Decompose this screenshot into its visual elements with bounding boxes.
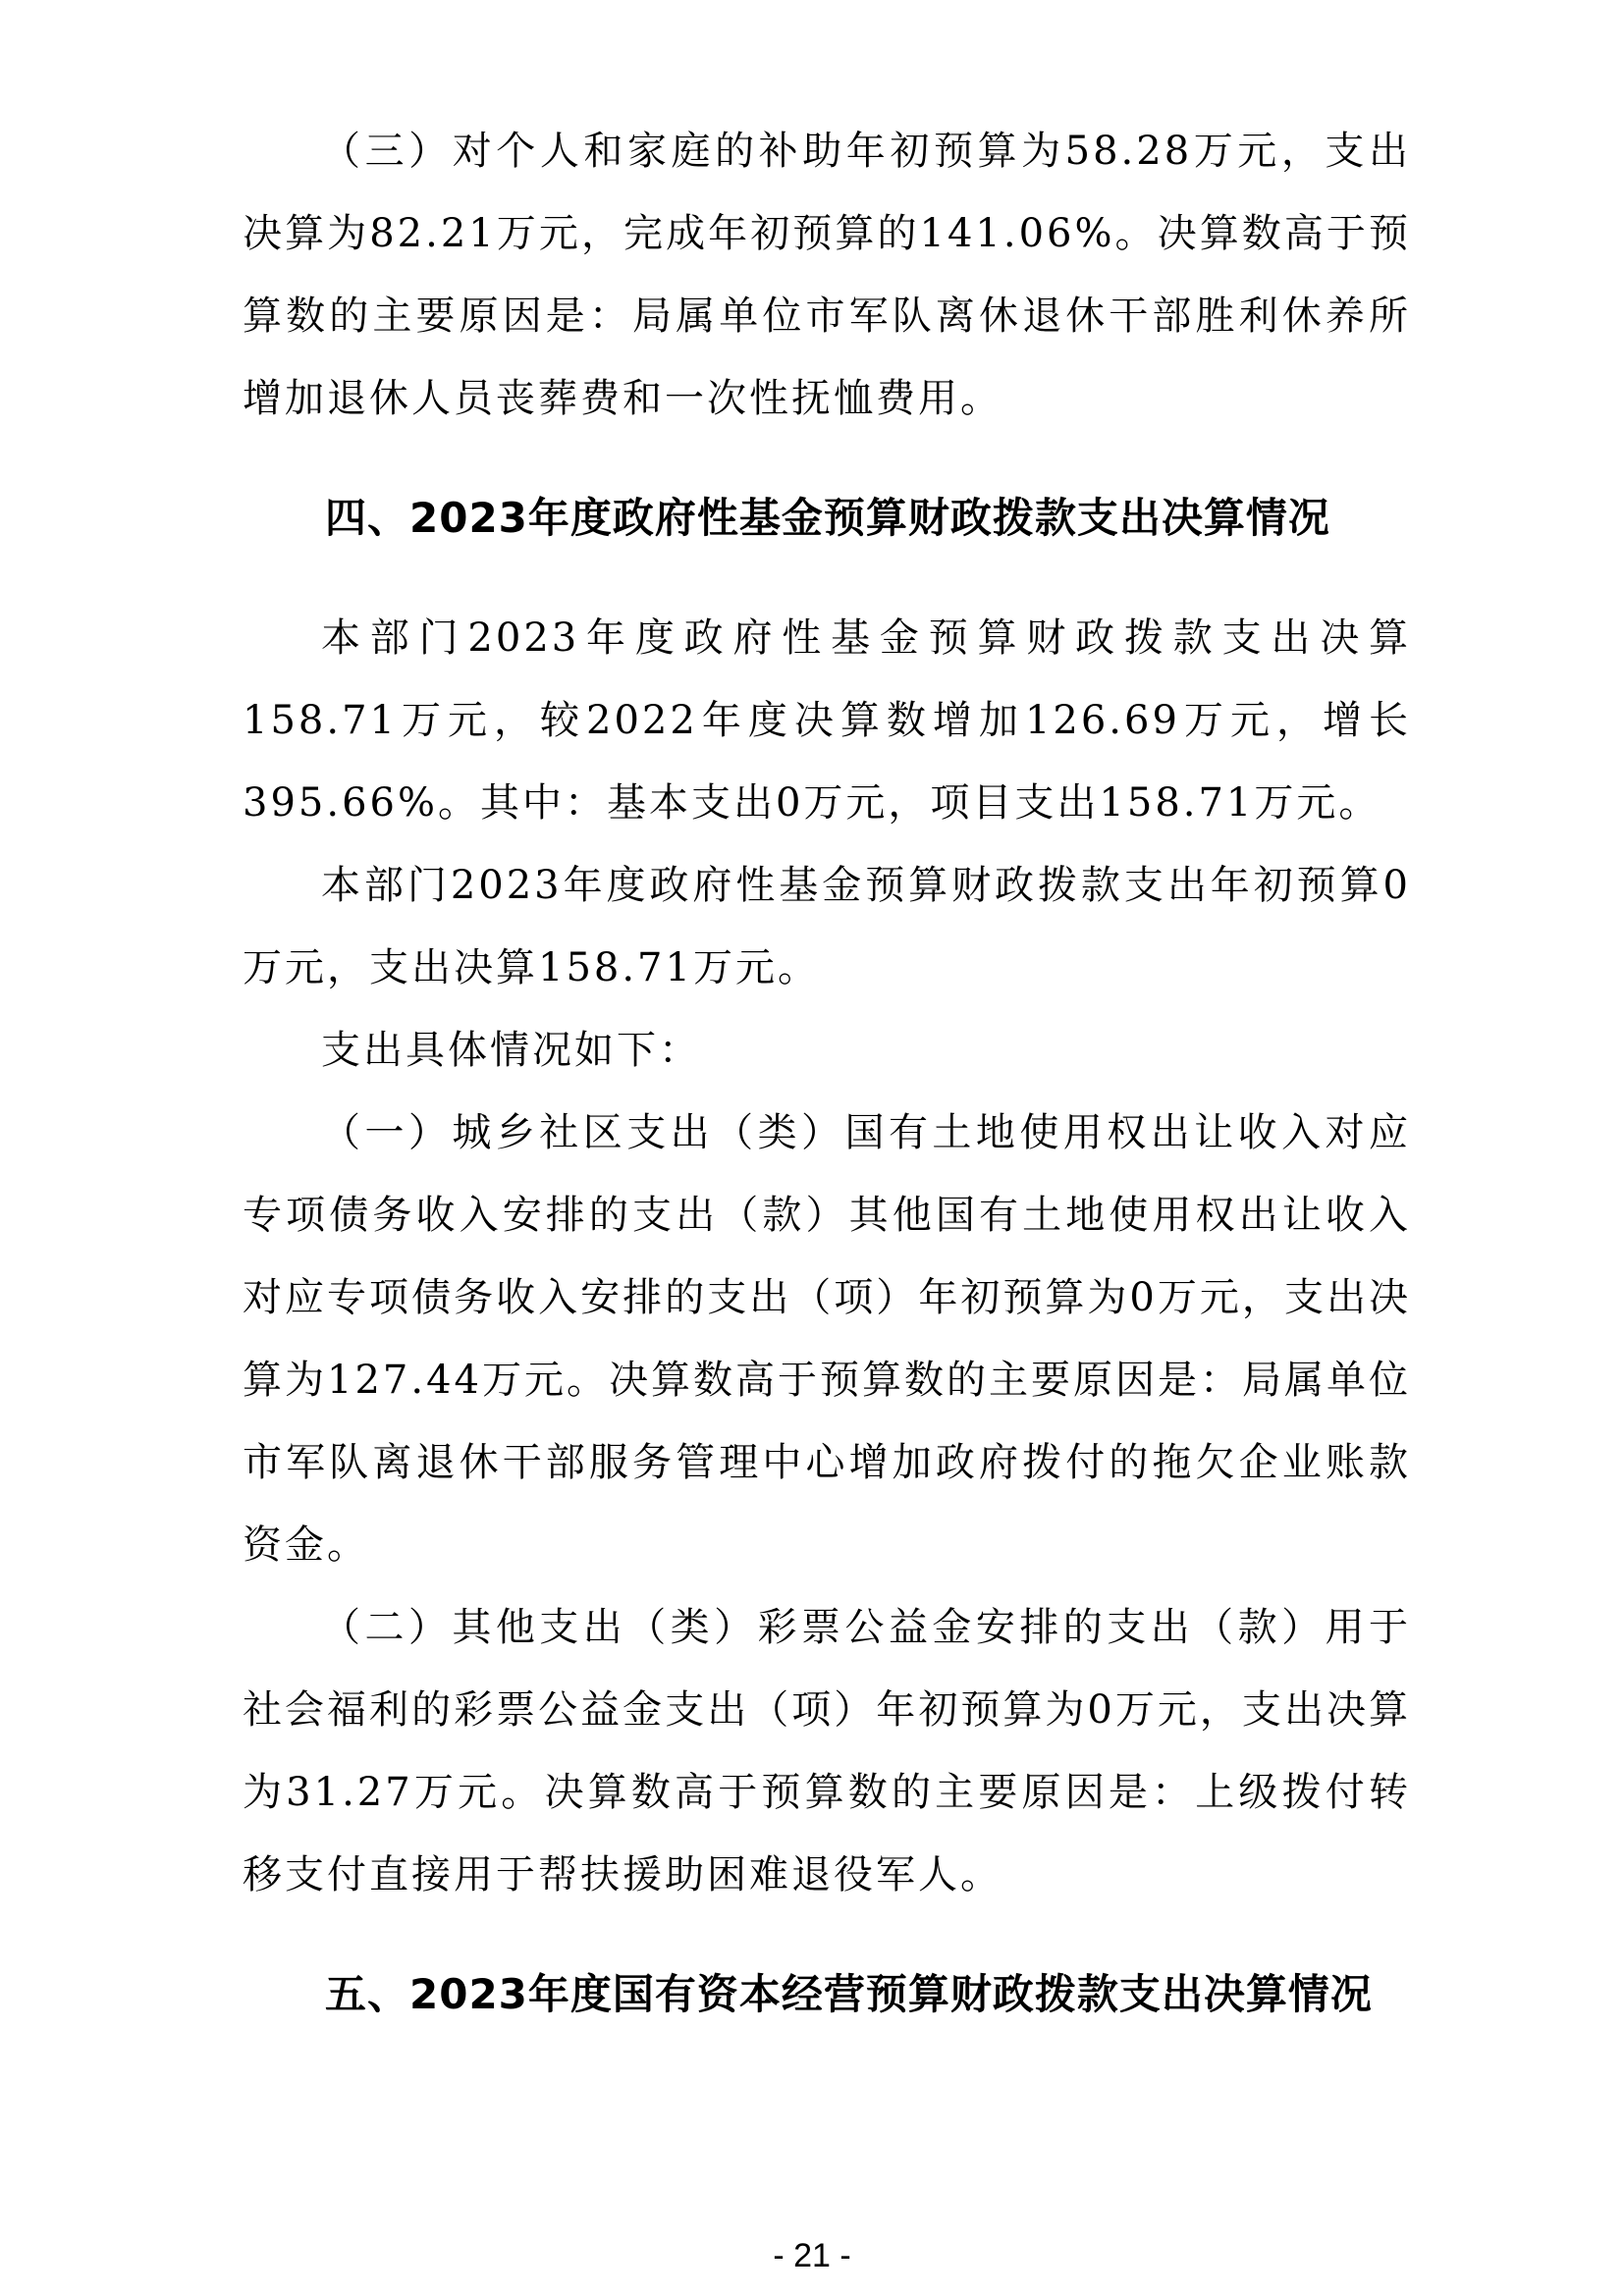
section-heading-government-fund: 四、2023年度政府性基金预算财政拨款支出决算情况 xyxy=(325,494,1330,542)
document-body xyxy=(243,110,1411,2036)
paragraph-government-fund-budget: 本部门2023年度政府性基金预算财政拨款支出年初预算0万元，支出决算158.71万元。 xyxy=(243,863,1411,990)
paragraph-government-fund-total: 本部门2023年度政府性基金预算财政拨款支出决算158.71万元，较2022年度决算数增加126.69万元，增长395.66%。其中：基本支出0万元，项目支出158.71万元。 xyxy=(243,615,1411,826)
paragraph-urban-rural-community: （一）城乡社区支出（类）国有土地使用权出让收入对应专项债务收入安排的支出（款）其他国有土地使用权出让收入对应专项债务收入安排的支出（项）年初预算为0万元，支出决算为127.44万元。决算数高于预算数的主要原因是：局属单位市军队离退休干部服务管理中心增加政府拨付的拖欠企业账款资金。 xyxy=(243,1110,1411,1568)
section-heading-state-capital: 五、2023年度国有资本经营预算财政拨款支出决算情况 xyxy=(325,1970,1373,2018)
paragraph-other-expenditure-lottery: （二）其他支出（类）彩票公益金安排的支出（款）用于社会福利的彩票公益金支出（项）年初预算为0万元，支出决算为31.27万元。决算数高于预算数的主要原因是：上级拨付转移支付直接用于帮扶援助困难退役军人。 xyxy=(243,1605,1411,1897)
paragraph-individual-family-subsidy: （三）对个人和家庭的补助年初预算为58.28万元，支出决算为82.21万元，完成年初预算的141.06%。决算数高于预算数的主要原因是：局属单位市军队离休退休干部胜利休养所增加退休人员丧葬费和一次性抚恤费用。 xyxy=(243,129,1411,421)
paragraph-expenditure-details-intro: 支出具体情况如下： xyxy=(321,1028,701,1073)
page-number: - 21 - xyxy=(773,2237,851,2274)
